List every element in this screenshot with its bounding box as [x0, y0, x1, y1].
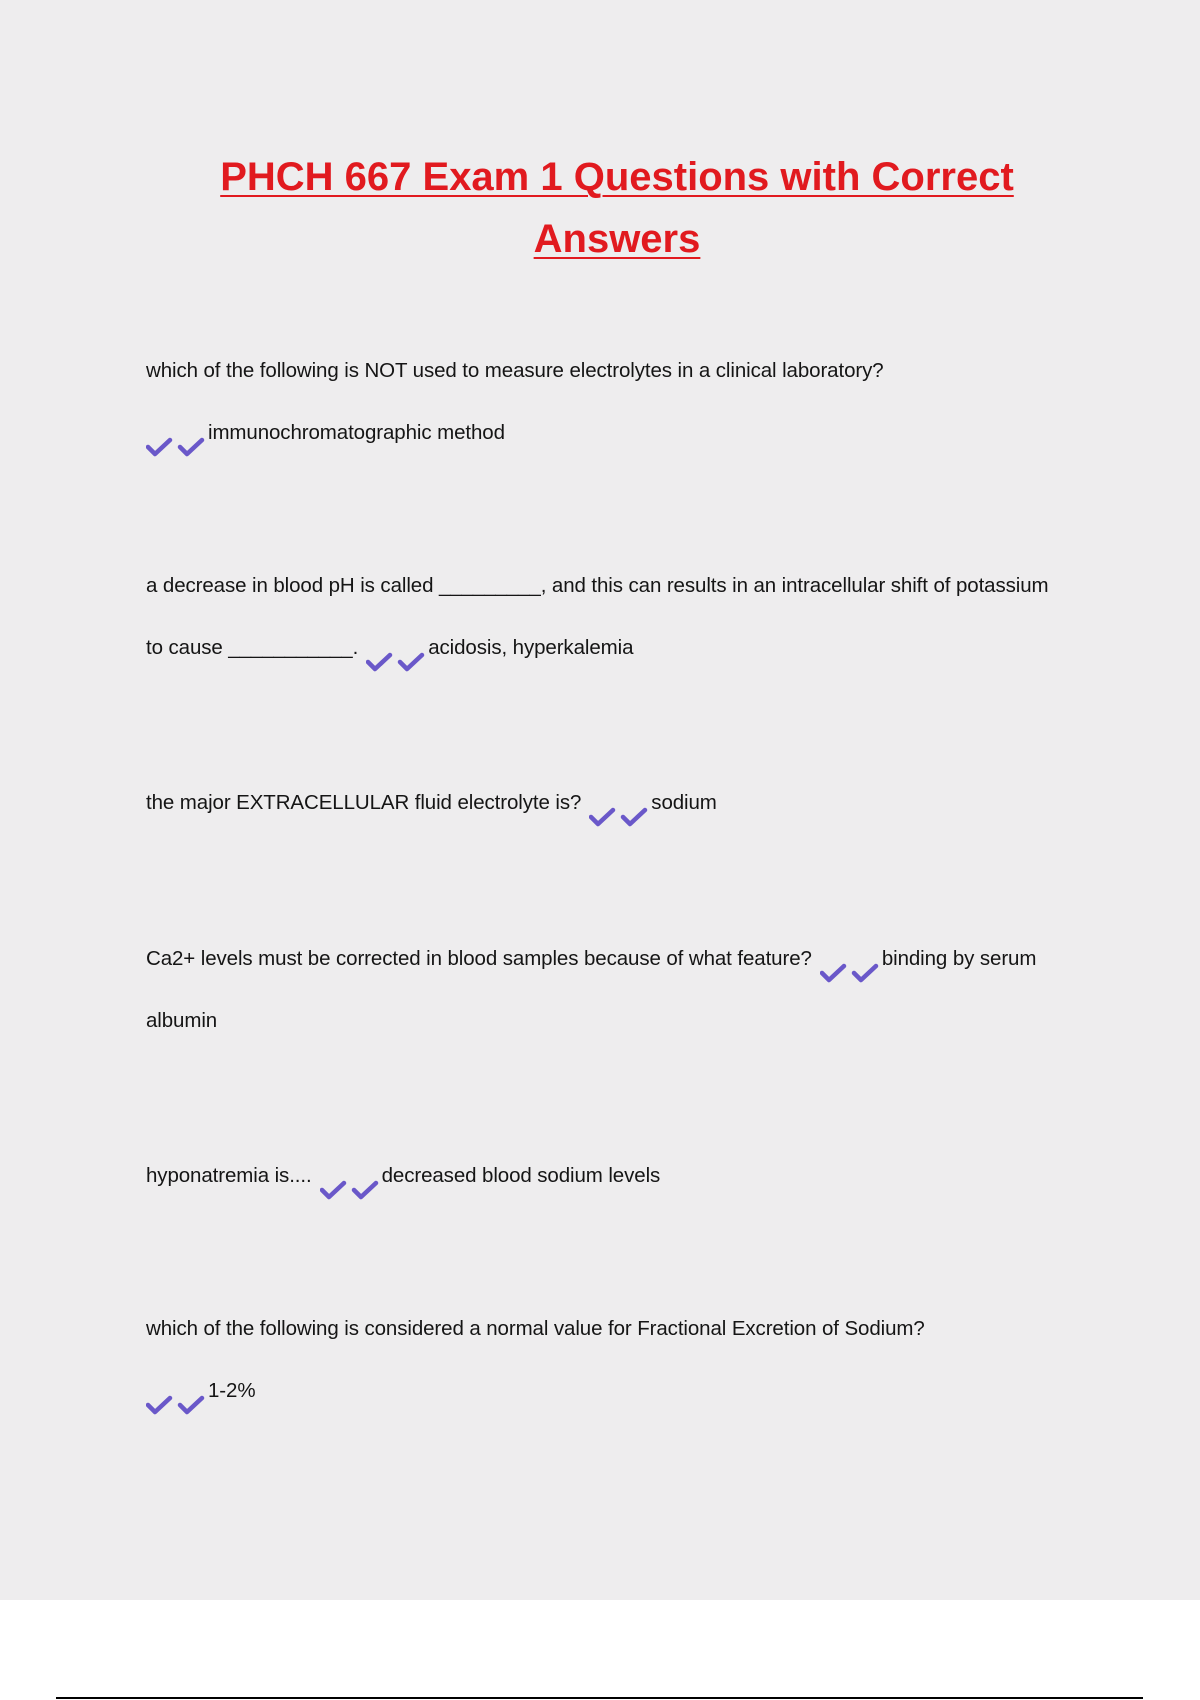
double-checkmark-icon — [820, 947, 880, 969]
document-title: PHCH 667 Exam 1 Questions with Correct Answers — [220, 155, 1014, 261]
qa-item — [146, 1145, 1056, 1207]
question-text: which of the following is considered a normal value for Fractional Excretion of Sodium? — [146, 1317, 925, 1340]
footer-divider — [56, 1697, 1143, 1699]
double-checkmark-icon — [366, 636, 426, 658]
double-checkmark-icon — [146, 1379, 206, 1401]
question-text: the major EXTRACELLULAR fluid electrolyte is? — [146, 791, 582, 814]
qa-item — [146, 772, 1056, 834]
question-text: a decrease in blood pH is called _________, and this can results in an intracellular shift of potassium to cause ___________. — [146, 574, 1049, 659]
qa-item — [146, 1298, 1056, 1422]
qa-item — [146, 340, 1056, 464]
answer-text: binding by serum albumin — [146, 947, 1037, 1032]
double-checkmark-icon — [146, 421, 206, 443]
answer-text: sodium — [651, 791, 717, 814]
question-text: which of the following is NOT used to measure electrolytes in a clinical laboratory? — [146, 359, 884, 382]
qa-item — [146, 928, 1056, 1052]
qa-item — [146, 555, 1056, 679]
answer-text: 1-2% — [208, 1379, 256, 1402]
answer-text: decreased blood sodium levels — [381, 1164, 661, 1187]
question-text: Ca2+ levels must be corrected in blood samples because of what feature? — [146, 947, 812, 970]
answer-text: immunochromatographic method — [208, 421, 505, 444]
question-text: hyponatremia is.... — [146, 1164, 312, 1187]
double-checkmark-icon — [320, 1164, 380, 1186]
double-checkmark-icon — [589, 791, 649, 813]
answer-text: acidosis, hyperkalemia — [428, 636, 634, 659]
